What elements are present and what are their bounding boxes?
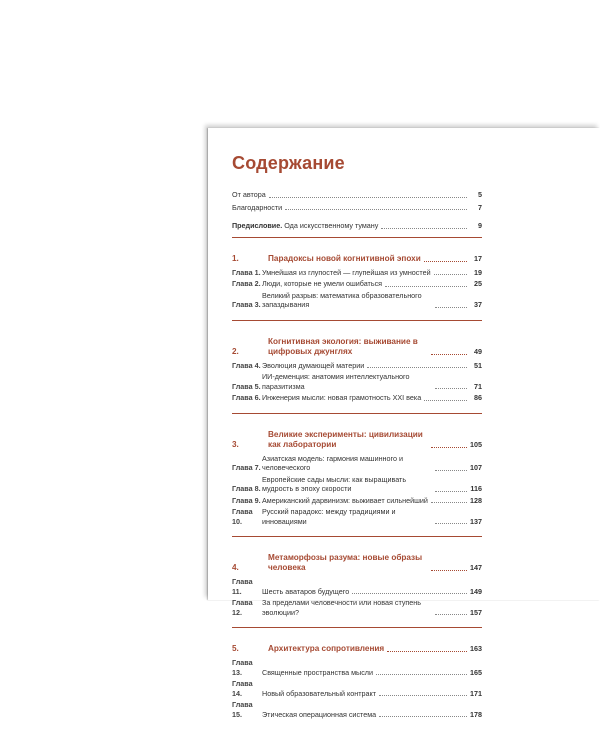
part-title: Метаморфозы разума: новые образы человека [268,553,423,572]
chapter-title: Люди, которые не умели ошибаться [262,279,383,288]
toc-part-section [232,627,482,725]
toc-entry-preface [232,221,482,231]
part-page: 163 [470,644,482,653]
part-title: Парадоксы новой когнитивной эпохи [268,253,421,263]
part-number: 1. [232,253,239,263]
leader-dots [285,209,467,210]
toc-entry-author [232,190,482,200]
part-title: Когнитивная экология: выживание в цифровых джунглях [268,336,418,356]
chapter-page: 171 [470,688,482,698]
toc-chapter-entry [232,454,482,473]
entry-text: Благодарности [232,202,283,212]
chapter-label: Глава 12. [232,598,253,617]
entry-page: 5 [478,190,482,199]
chapter-label: Глава 15. [232,700,253,719]
chapter-title: Новый образовательный контракт [262,688,377,698]
chapter-label: Глава 5. [232,381,261,391]
chapter-page: 71 [474,381,482,391]
toc-entry-thanks [232,203,482,213]
chapter-label: Глава 3. [232,300,261,309]
toc-chapter-entry [232,475,482,494]
toc-part-heading [232,337,482,357]
toc-chapter-entry [232,577,482,596]
chapter-page: 51 [474,360,482,370]
chapter-page: 149 [470,586,482,596]
chapter-page: 37 [474,300,482,309]
leader-dots [367,367,467,368]
chapter-title: Умнейшая из глупостей — глупейшая из умностей [262,267,431,277]
chapter-label: Глава 9. [232,495,261,505]
leader-dots [352,593,467,594]
toc-chapter-entry [232,679,482,698]
chapter-title: Инженерия мысли: новая грамотность XXI века [262,393,422,402]
table-of-contents [232,152,482,729]
chapter-title: Великий разрыв: математика образовательного запаздывания [262,290,422,309]
preface-text: Ода искусственному туману [284,221,379,230]
entry-page: 7 [478,202,482,212]
preface-label: Предисловие. [232,221,283,230]
toc-part-section [232,237,482,316]
toc-part-heading [232,644,482,654]
toc-parts [232,237,482,726]
part-page: 49 [474,346,482,356]
leader-dots [434,274,467,275]
toc-part-section [232,320,482,409]
leader-dots [424,400,467,401]
entry-text: От автора [232,190,266,199]
chapter-page: 137 [470,516,482,526]
chapter-label: Глава 10. [232,507,253,526]
leader-dots [385,286,467,287]
toc-chapter-entry [232,393,482,403]
toc-chapter-entry [232,496,482,506]
chapter-page: 116 [470,484,482,493]
leader-dots [435,307,467,308]
part-page: 105 [470,439,482,449]
chapter-page: 107 [470,463,482,472]
book-page [208,128,600,719]
chapter-label: Глава 14. [232,679,253,698]
toc-chapter-entry [232,507,482,526]
chapter-page: 178 [470,709,482,719]
toc-part-heading [232,553,482,573]
chapter-title: Шесть аватаров будущего [262,586,350,596]
leader-dots [379,716,467,717]
toc-part-heading [232,430,482,450]
chapter-title: Этическая операционная система [262,709,377,719]
leader-dots [379,695,467,696]
toc-part-heading [232,254,482,264]
chapter-title: ИИ-деменция: анатомия интеллектуального паразитизма [262,372,410,391]
part-number: 4. [232,563,239,572]
chapter-label: Глава 4. [232,360,261,370]
leader-dots [431,502,467,503]
toc-chapter-entry [232,268,482,278]
leader-dots [424,261,467,262]
leader-dots [435,491,467,492]
chapter-title: За пределами человечности или новая ступень эволюции? [262,598,422,617]
chapter-label: Глава 8. [232,484,261,493]
part-number: 2. [232,346,239,356]
chapter-label: Глава 6. [232,393,261,402]
chapter-title: Эволюция думающей материи [262,360,365,370]
toc-chapter-entry [232,361,482,371]
toc-chapter-entry [232,279,482,289]
chapter-title: Священные пространства мысли [262,667,374,677]
leader-dots [435,388,467,389]
leader-dots [431,354,467,355]
leader-dots [435,614,467,615]
toc-chapter-entry [232,372,482,391]
part-page: 147 [470,563,482,572]
chapter-label: Глава 11. [232,577,253,596]
part-page: 17 [474,253,482,263]
chapter-page: 157 [470,607,482,617]
part-title: Великие эксперименты: цивилизации как лаборатории [268,429,423,449]
chapter-page: 86 [474,393,482,402]
chapter-label: Глава 7. [232,463,261,472]
part-number: 5. [232,644,239,653]
chapter-page: 128 [470,495,482,505]
chapter-page: 19 [474,267,482,277]
leader-dots [381,228,467,229]
leader-dots [435,470,467,471]
leader-dots [431,570,467,571]
leader-dots [269,197,467,198]
chapter-title: Американский дарвинизм: выживает сильнейший [262,495,428,505]
leader-dots [431,447,467,448]
chapter-label: Глава 2. [232,279,261,288]
toc-title: Содержание [232,153,345,173]
toc-chapter-entry [232,598,482,617]
chapter-title: Русский парадокс: между традициями и инновациями [262,507,396,526]
leader-dots [376,674,467,675]
chapter-page: 25 [474,279,482,288]
toc-chapter-entry [232,291,482,310]
toc-chapter-entry [232,658,482,677]
chapter-title: Европейские сады мысли: как выращивать мудрость в эпоху скорости [262,474,407,493]
toc-chapter-entry [232,700,482,719]
leader-dots [435,523,467,524]
toc-part-section [232,413,482,533]
leader-dots [387,651,467,652]
chapter-page: 165 [470,667,482,677]
entry-page: 9 [478,221,482,230]
part-number: 3. [232,439,239,449]
toc-part-section [232,536,482,623]
chapter-label: Глава 1. [232,267,261,277]
chapter-label: Глава 13. [232,658,253,677]
chapter-title: Азиатская модель: гармония машинного и человеческого [262,453,404,472]
part-title: Архитектура сопротивления [268,644,385,653]
